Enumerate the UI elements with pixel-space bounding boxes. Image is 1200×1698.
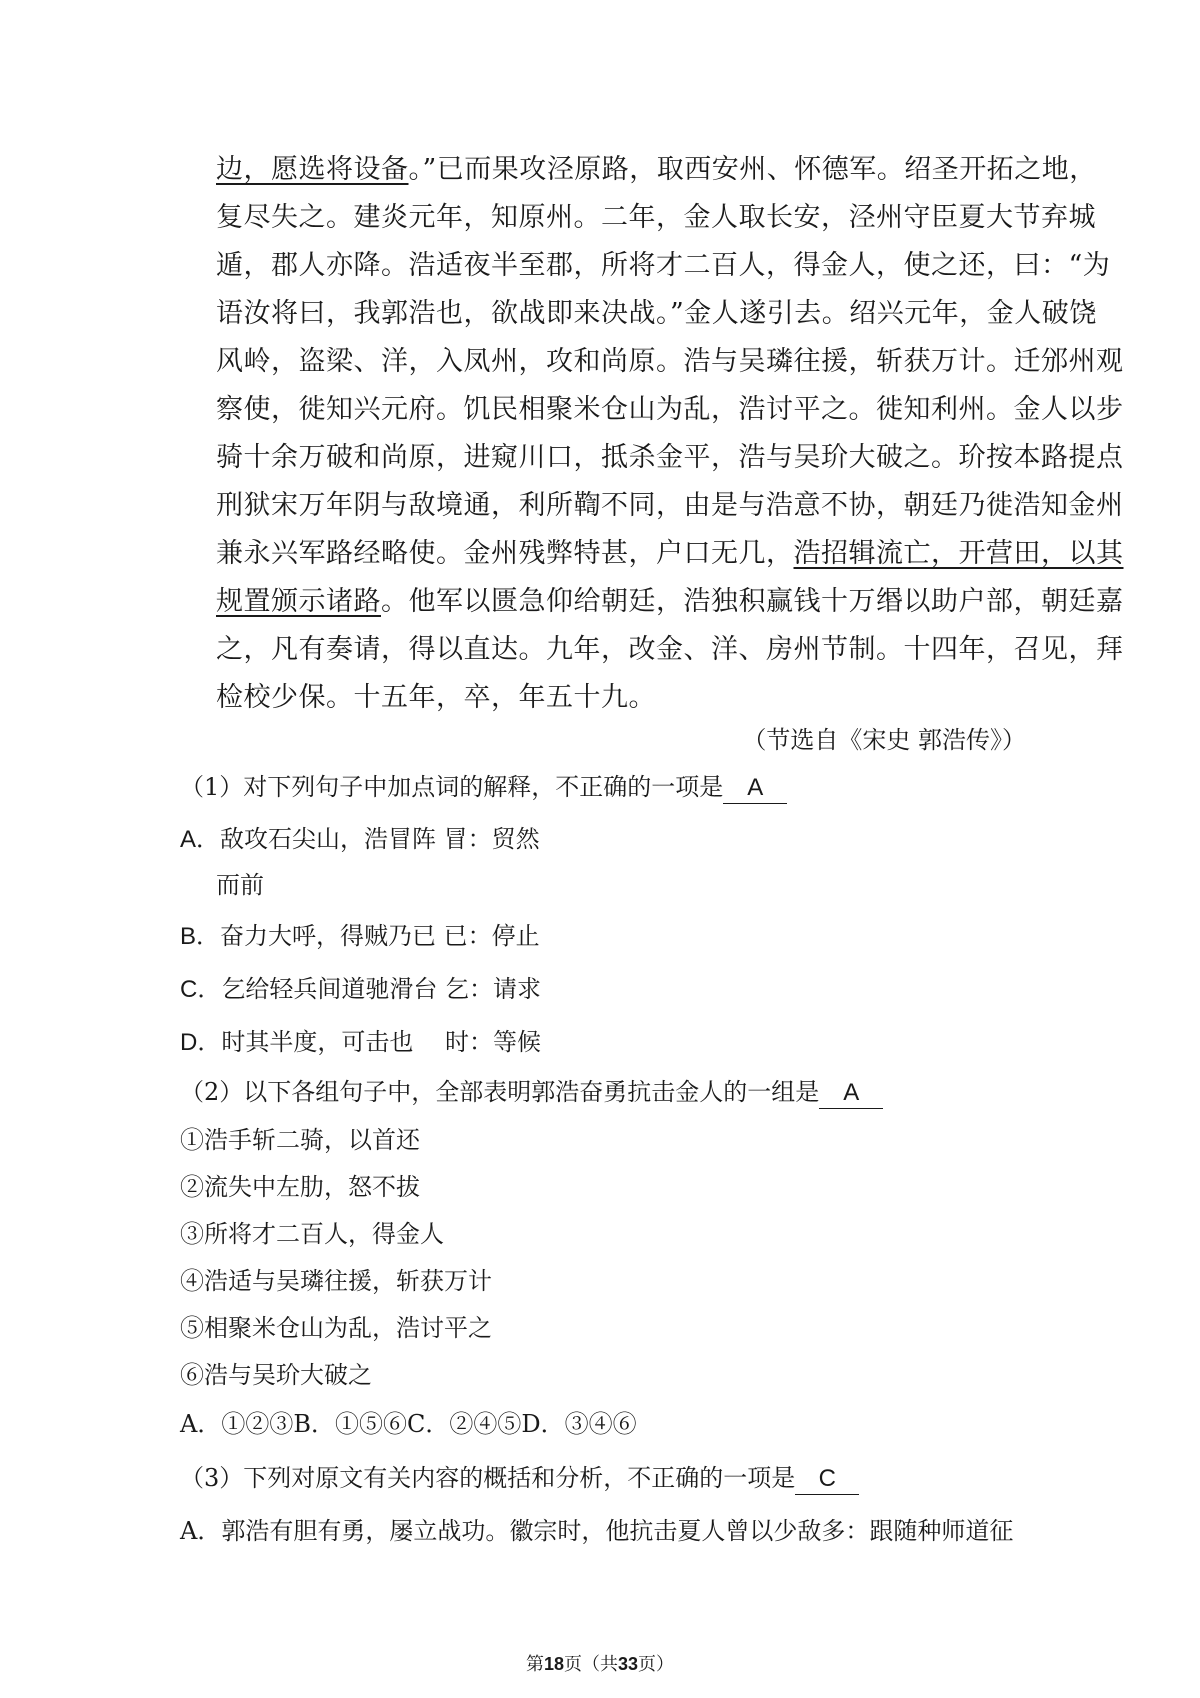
option-letter: C． <box>180 976 222 1003</box>
passage-line <box>216 530 1124 578</box>
option-letter: B． <box>180 923 221 950</box>
option-b <box>180 916 540 957</box>
option-a <box>180 819 540 860</box>
passage-line <box>216 146 1097 194</box>
option-d <box>180 1022 541 1063</box>
passage-line: 语汝将曰，我郭浩也，欲战即来决战。”金人遂引去。绍兴元年，金人破饶 <box>216 298 1097 329</box>
option-letter: A． <box>180 826 221 853</box>
footer-text: 第 <box>525 1654 544 1675</box>
list-item: ③所将才二百人，得金人 <box>180 1220 444 1248</box>
passage-line: 检校少保。十五年，卒，年五十九。 <box>216 682 656 713</box>
question-2-stem <box>180 1072 883 1112</box>
option-text: 奋力大呼，得贼乃已 已：停止 <box>220 922 540 950</box>
list-item: ②流失中左肋，怒不拔 <box>180 1173 420 1201</box>
question-text: （2）以下各组句子中，全部表明郭浩奋勇抗击金人的一组是 <box>180 1078 820 1106</box>
underlined-phrase: 边，愿选将设备 <box>216 154 409 185</box>
list-item: ⑤相聚米仓山为乱，浩讨平之 <box>180 1314 492 1342</box>
list-item: ①浩手斩二骑，以首还 <box>180 1126 420 1154</box>
passage-line: 察使，徙知兴元府。饥民相聚米仓山为乱，浩讨平之。徙知利州。金人以步 <box>216 394 1124 425</box>
option-c <box>180 969 541 1010</box>
footer-text: 页） <box>638 1654 675 1675</box>
question-text: （1）对下列句子中加点词的解释，不正确的一项是 <box>180 773 724 801</box>
option-text: 乞给轻兵间道驰滑台 乞：请求 <box>221 975 541 1003</box>
list-item: ④浩适与吴璘往援，斩获万计 <box>180 1267 492 1295</box>
page-number: 18 <box>543 1654 564 1674</box>
passage-text <box>216 146 1124 722</box>
passage-line: 刑狱宋万年阴与敌境通，利所鞫不同，由是与浩意不协，朝廷乃徙浩知金州 <box>216 490 1124 521</box>
answer-blank: A <box>723 773 787 804</box>
passage-line: 遁，郡人亦降。浩适夜半至郡，所将才二百人，得金人，使之还，曰：“为 <box>216 250 1111 281</box>
question-text: （3）下列对原文有关内容的概括和分析，不正确的一项是 <box>180 1464 796 1492</box>
question-1-stem <box>180 767 787 807</box>
option-a-continued: 而前 <box>216 871 264 899</box>
total-pages: 33 <box>618 1654 639 1674</box>
option-letter: D． <box>180 1029 222 1056</box>
option-text: 敌攻石尖山，浩冒阵 冒：贸然 <box>220 825 540 853</box>
passage-line-text: 。”已而果攻泾原路，取西安州、怀德军。绍圣开拓之地， <box>408 154 1097 185</box>
passage-line-text: 兼永兴军路经略使。金州残弊特甚，户口无几， <box>216 538 794 569</box>
question-3-option-a: A．郭浩有胆有勇，屡立战功。徽宗时，他抗击夏人曾以少敌多：跟随种师道征 <box>180 1517 1014 1545</box>
list-item: ⑥浩与吴玠大破之 <box>180 1361 372 1389</box>
passage-line-text: 。他军以匮急仰给朝廷，浩独积赢钱十万缗以助户部，朝廷嘉 <box>381 586 1124 617</box>
underlined-phrase: 浩招辑流亡，开营田，以其 <box>793 538 1124 569</box>
passage-line: 复尽失之。建炎元年，知原州。二年，金人取长安，泾州守臣夏大节弃城 <box>216 202 1096 233</box>
passage-source: （节选自《宋史 郭浩传》） <box>742 726 1026 754</box>
passage-line: 之，凡有奏请，得以直达。九年，改金、洋、房州节制。十四年，召见，拜 <box>216 634 1124 665</box>
page-footer <box>0 1652 1200 1677</box>
question-2-choices: A．①②③B．①⑤⑥C．②④⑤D．③④⑥ <box>180 1410 637 1438</box>
answer-blank: C <box>795 1464 859 1495</box>
underlined-phrase: 规置颁示诸路 <box>216 586 381 617</box>
question-3-stem <box>180 1458 859 1498</box>
footer-text: 页（共 <box>564 1654 618 1675</box>
passage-line <box>216 578 1124 626</box>
option-text: 时其半度，可击也 时：等候 <box>221 1028 541 1056</box>
passage-line: 风岭，盗梁、洋，入凤州，攻和尚原。浩与吴璘往援，斩获万计。迁邠州观 <box>216 346 1124 377</box>
passage-line: 骑十余万破和尚原，进窥川口，抵杀金平，浩与吴玠大破之。玠按本路提点 <box>216 442 1124 473</box>
answer-blank: A <box>819 1078 883 1109</box>
